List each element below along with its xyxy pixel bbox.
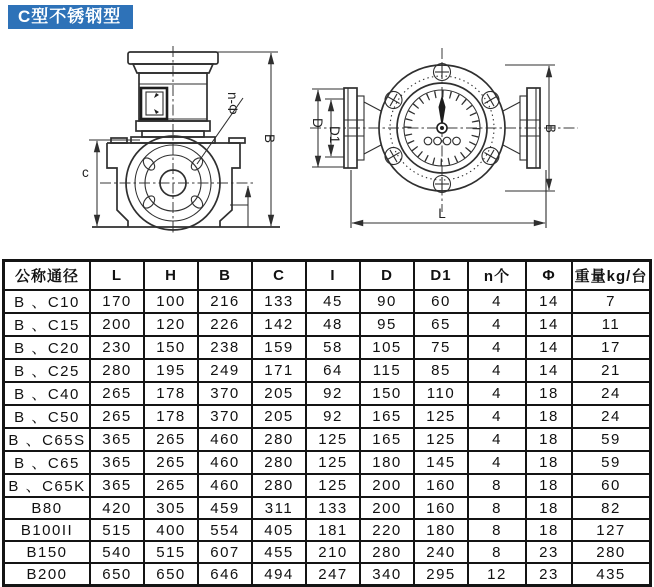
- value-cell: 295: [414, 563, 468, 586]
- table-row: [4, 290, 651, 313]
- value-cell: 48: [306, 313, 360, 336]
- value-cell: 240: [414, 541, 468, 563]
- value-cell: 133: [306, 497, 360, 519]
- dim-d-label: D: [310, 118, 325, 128]
- column-header: 重量kg/台: [572, 261, 651, 291]
- value-cell: 65: [414, 313, 468, 336]
- value-cell: 85: [414, 359, 468, 382]
- value-cell: 494: [252, 563, 306, 586]
- value-cell: 607: [198, 541, 252, 563]
- dim-b-left-label: B: [262, 134, 277, 144]
- value-cell: 18: [526, 474, 572, 497]
- value-cell: 200: [90, 313, 144, 336]
- value-cell: 24: [572, 405, 651, 428]
- value-cell: 14: [526, 290, 572, 313]
- value-cell: 178: [144, 382, 198, 405]
- value-cell: 460: [198, 451, 252, 474]
- table-row: [4, 497, 651, 519]
- value-cell: 280: [572, 541, 651, 563]
- value-cell: 64: [306, 359, 360, 382]
- value-cell: 650: [90, 563, 144, 586]
- table-row: [4, 405, 651, 428]
- value-cell: 200: [360, 497, 414, 519]
- value-cell: 181: [306, 519, 360, 541]
- model-cell: B80: [4, 497, 91, 519]
- value-cell: 365: [90, 428, 144, 451]
- model-cell: B 、C20: [4, 336, 91, 359]
- value-cell: 170: [90, 290, 144, 313]
- value-cell: 92: [306, 405, 360, 428]
- column-header: I: [306, 261, 360, 291]
- model-cell: B 、C50: [4, 405, 91, 428]
- model-cell: B 、C65K: [4, 474, 91, 497]
- value-cell: 265: [144, 428, 198, 451]
- value-cell: 14: [526, 313, 572, 336]
- dim-d1-label: D1: [327, 126, 342, 144]
- value-cell: 21: [572, 359, 651, 382]
- value-cell: 400: [144, 519, 198, 541]
- value-cell: 226: [198, 313, 252, 336]
- table-row: [4, 382, 651, 405]
- section-title-badge: C型不锈钢型: [8, 5, 133, 29]
- side-view-drawing: [82, 46, 280, 234]
- value-cell: 125: [306, 428, 360, 451]
- value-cell: 515: [90, 519, 144, 541]
- table-row: [4, 336, 651, 359]
- value-cell: 247: [306, 563, 360, 586]
- model-cell: B150: [4, 541, 91, 563]
- column-header: D1: [414, 261, 468, 291]
- column-header: C: [252, 261, 306, 291]
- value-cell: 142: [252, 313, 306, 336]
- value-cell: 165: [360, 428, 414, 451]
- value-cell: 18: [526, 382, 572, 405]
- value-cell: 265: [144, 451, 198, 474]
- value-cell: 150: [144, 336, 198, 359]
- value-cell: 515: [144, 541, 198, 563]
- value-cell: 160: [414, 497, 468, 519]
- value-cell: 145: [414, 451, 468, 474]
- value-cell: 23: [526, 541, 572, 563]
- value-cell: 4: [468, 451, 526, 474]
- value-cell: 90: [360, 290, 414, 313]
- column-header: B: [198, 261, 252, 291]
- value-cell: 125: [414, 428, 468, 451]
- value-cell: 8: [468, 474, 526, 497]
- model-cell: B200: [4, 563, 91, 586]
- table-row: [4, 428, 651, 451]
- value-cell: 280: [90, 359, 144, 382]
- value-cell: 100: [144, 290, 198, 313]
- value-cell: 435: [572, 563, 651, 586]
- table-row: [4, 474, 651, 497]
- value-cell: 205: [252, 405, 306, 428]
- value-cell: 280: [360, 541, 414, 563]
- table-row: [4, 563, 651, 586]
- value-cell: 280: [252, 428, 306, 451]
- value-cell: 180: [414, 519, 468, 541]
- value-cell: 370: [198, 382, 252, 405]
- value-cell: 370: [198, 405, 252, 428]
- value-cell: 210: [306, 541, 360, 563]
- value-cell: 24: [572, 382, 651, 405]
- value-cell: 125: [414, 405, 468, 428]
- column-header: D: [360, 261, 414, 291]
- value-cell: 92: [306, 382, 360, 405]
- value-cell: 150: [360, 382, 414, 405]
- model-cell: B 、C10: [4, 290, 91, 313]
- value-cell: 420: [90, 497, 144, 519]
- value-cell: 460: [198, 474, 252, 497]
- value-cell: 220: [360, 519, 414, 541]
- table-row: [4, 451, 651, 474]
- column-header: Φ: [526, 261, 572, 291]
- value-cell: 455: [252, 541, 306, 563]
- value-cell: 340: [360, 563, 414, 586]
- value-cell: 205: [252, 382, 306, 405]
- value-cell: 59: [572, 428, 651, 451]
- value-cell: 82: [572, 497, 651, 519]
- column-header: 公称通径: [4, 261, 91, 291]
- value-cell: 45: [306, 290, 360, 313]
- table-row: [4, 519, 651, 541]
- value-cell: 650: [144, 563, 198, 586]
- value-cell: 18: [526, 519, 572, 541]
- value-cell: 95: [360, 313, 414, 336]
- value-cell: 159: [252, 336, 306, 359]
- value-cell: 125: [306, 474, 360, 497]
- value-cell: 8: [468, 541, 526, 563]
- value-cell: 115: [360, 359, 414, 382]
- value-cell: 4: [468, 382, 526, 405]
- value-cell: 646: [198, 563, 252, 586]
- value-cell: 280: [252, 451, 306, 474]
- column-header: n个: [468, 261, 526, 291]
- model-cell: B 、C40: [4, 382, 91, 405]
- value-cell: 171: [252, 359, 306, 382]
- value-cell: 4: [468, 359, 526, 382]
- value-cell: 110: [414, 382, 468, 405]
- value-cell: 365: [90, 474, 144, 497]
- value-cell: 4: [468, 428, 526, 451]
- value-cell: 23: [526, 563, 572, 586]
- value-cell: 133: [252, 290, 306, 313]
- value-cell: 540: [90, 541, 144, 563]
- value-cell: 265: [144, 474, 198, 497]
- value-cell: 14: [526, 336, 572, 359]
- value-cell: 265: [90, 382, 144, 405]
- value-cell: 60: [414, 290, 468, 313]
- value-cell: 8: [468, 497, 526, 519]
- column-header: H: [144, 261, 198, 291]
- technical-drawings: [0, 0, 654, 258]
- table-row: [4, 541, 651, 563]
- model-cell: B 、C65S: [4, 428, 91, 451]
- value-cell: 265: [90, 405, 144, 428]
- value-cell: 127: [572, 519, 651, 541]
- value-cell: 230: [90, 336, 144, 359]
- value-cell: 405: [252, 519, 306, 541]
- value-cell: 459: [198, 497, 252, 519]
- dimension-table: [2, 259, 652, 587]
- value-cell: 4: [468, 405, 526, 428]
- value-cell: 160: [414, 474, 468, 497]
- value-cell: 8: [468, 519, 526, 541]
- column-header: L: [90, 261, 144, 291]
- value-cell: 18: [526, 405, 572, 428]
- value-cell: 58: [306, 336, 360, 359]
- value-cell: 280: [252, 474, 306, 497]
- value-cell: 4: [468, 336, 526, 359]
- model-cell: B100II: [4, 519, 91, 541]
- value-cell: 59: [572, 451, 651, 474]
- value-cell: 216: [198, 290, 252, 313]
- value-cell: 249: [198, 359, 252, 382]
- value-cell: 200: [360, 474, 414, 497]
- value-cell: 554: [198, 519, 252, 541]
- value-cell: 238: [198, 336, 252, 359]
- value-cell: 120: [144, 313, 198, 336]
- value-cell: 105: [360, 336, 414, 359]
- value-cell: 195: [144, 359, 198, 382]
- value-cell: 125: [306, 451, 360, 474]
- dim-b-right-label: B: [543, 124, 558, 134]
- table-row: [4, 359, 651, 382]
- table-row: [4, 313, 651, 336]
- value-cell: 11: [572, 313, 651, 336]
- value-cell: 311: [252, 497, 306, 519]
- value-cell: 12: [468, 563, 526, 586]
- value-cell: 18: [526, 428, 572, 451]
- value-cell: 14: [526, 359, 572, 382]
- dim-c-label: c: [82, 165, 89, 180]
- value-cell: 18: [526, 451, 572, 474]
- value-cell: 18: [526, 497, 572, 519]
- value-cell: 75: [414, 336, 468, 359]
- value-cell: 60: [572, 474, 651, 497]
- bolt-hole-callout-label: n-Φ: [225, 92, 240, 115]
- table-header: [4, 261, 651, 291]
- front-view-drawing: [310, 48, 578, 228]
- value-cell: 4: [468, 313, 526, 336]
- value-cell: 178: [144, 405, 198, 428]
- model-cell: B 、C15: [4, 313, 91, 336]
- value-cell: 7: [572, 290, 651, 313]
- value-cell: 4: [468, 290, 526, 313]
- model-cell: B 、C25: [4, 359, 91, 382]
- value-cell: 365: [90, 451, 144, 474]
- value-cell: 165: [360, 405, 414, 428]
- value-cell: 460: [198, 428, 252, 451]
- value-cell: 17: [572, 336, 651, 359]
- model-cell: B 、C65: [4, 451, 91, 474]
- dim-l-label: L: [438, 206, 446, 221]
- value-cell: 305: [144, 497, 198, 519]
- value-cell: 180: [360, 451, 414, 474]
